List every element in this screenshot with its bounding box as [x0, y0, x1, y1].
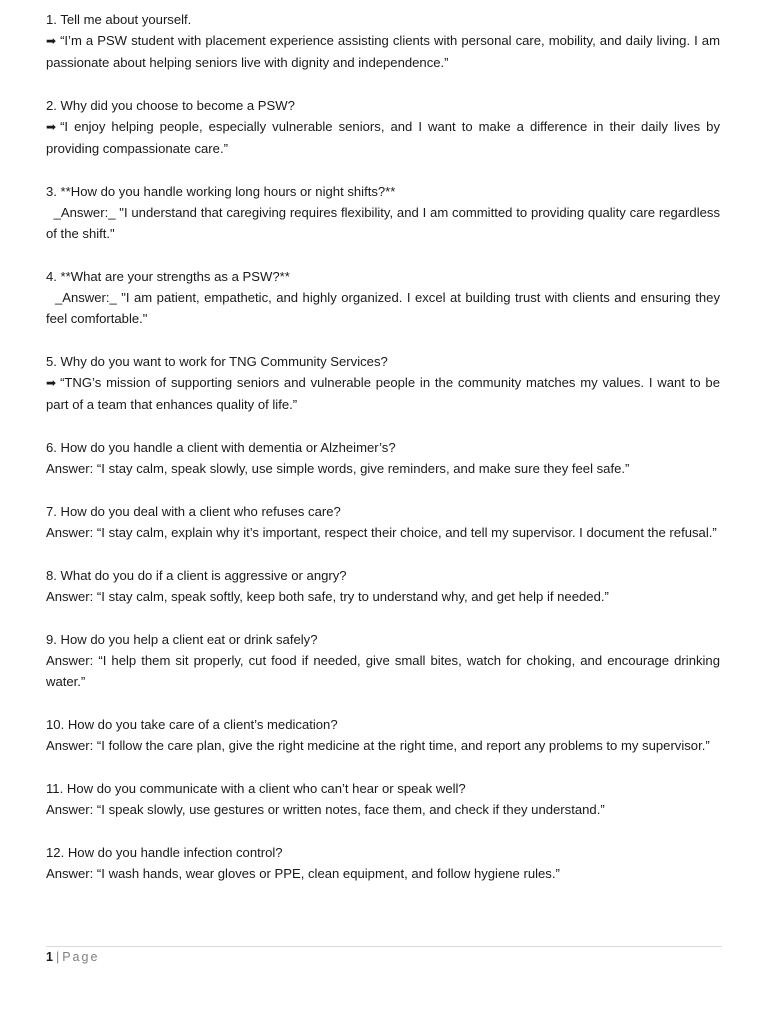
- answer-text: Answer: “I speak slowly, use gestures or written notes, face them, and check if they understand.”: [46, 802, 605, 817]
- question-text: 9. How do you help a client eat or drink safely?: [46, 632, 318, 647]
- answer-body: “I enjoy helping people, especially vulnerable seniors, and I want to make a difference in their daily lives by providing compassionate care.”: [46, 119, 720, 156]
- qa-item: [46, 778, 720, 820]
- question-text: 10. How do you take care of a client’s medication?: [46, 717, 338, 732]
- page-footer: [46, 946, 722, 966]
- answer-text: Answer: “I stay calm, speak softly, keep both safe, try to understand why, and get help if needed.”: [46, 589, 609, 604]
- question-text: 8. What do you do if a client is aggressive or angry?: [46, 568, 347, 583]
- answer-text: Answer: “I wash hands, wear gloves or PPE, clean equipment, and follow hygiene rules.”: [46, 866, 560, 881]
- answer-text: [46, 202, 724, 244]
- answer-body: “I’m a PSW student with placement experience assisting clients with personal care, mobility, and daily living. I am passionate about helping seniors live with dignity and independence.”: [46, 33, 720, 70]
- question-text: 12. How do you handle infection control?: [46, 845, 283, 860]
- qa-item: [46, 714, 720, 756]
- answer-text: Answer: “I follow the care plan, give the right medicine at the right time, and report any problems to my supervisor.”: [46, 738, 710, 753]
- qa-item: [46, 437, 720, 479]
- arrow-icon: ➡: [46, 376, 57, 390]
- qa-item: [46, 9, 720, 73]
- answer-text: Answer: “I help them sit properly, cut food if needed, give small bites, watch for choking, and encourage drinking water.”: [46, 653, 720, 689]
- page-number: 1: [46, 950, 53, 964]
- question-text: 6. How do you handle a client with dementia or Alzheimer’s?: [46, 440, 396, 455]
- answer-body: “TNG’s mission of supporting seniors and vulnerable people in the community matches my values. I want to be part of a team that enhances quality of life.”: [46, 375, 720, 412]
- qa-item: [46, 181, 724, 244]
- question-text: 7. How do you deal with a client who refuses care?: [46, 504, 341, 519]
- answer-text: Answer: “I stay calm, speak slowly, use simple words, give reminders, and make sure they feel safe.”: [46, 461, 630, 476]
- qa-item: [46, 501, 720, 543]
- answer-text: [46, 116, 720, 159]
- qa-item: [46, 95, 720, 159]
- answer-body: _Answer:_ "I understand that caregiving requires flexibility, and I am committed to providing quality care regardless of the shift.": [46, 205, 724, 241]
- answer-text: [46, 372, 720, 415]
- qa-item: [46, 266, 724, 329]
- question-text: 5. Why do you want to work for TNG Community Services?: [46, 354, 388, 369]
- answer-text: [46, 30, 720, 73]
- page-label: Page: [62, 950, 100, 964]
- question-text: 4. **What are your strengths as a PSW?**: [46, 269, 290, 284]
- qa-item: [46, 629, 720, 692]
- qa-item: [46, 351, 720, 415]
- arrow-icon: ➡: [46, 34, 57, 48]
- qa-item: [46, 565, 720, 607]
- question-text: 2. Why did you choose to become a PSW?: [46, 98, 295, 113]
- arrow-icon: ➡: [46, 120, 57, 134]
- question-text: 11. How do you communicate with a client who can’t hear or speak well?: [46, 781, 466, 796]
- qa-item: [46, 842, 720, 884]
- footer-separator: |: [55, 950, 60, 964]
- question-text: 1. Tell me about yourself.: [46, 12, 192, 27]
- question-text: 3. **How do you handle working long hours or night shifts?**: [46, 184, 396, 199]
- answer-text: [46, 287, 724, 329]
- answer-body: _Answer:_ "I am patient, empathetic, and highly organized. I excel at building trust with clients and ensuring they feel comfortable.": [46, 290, 724, 326]
- document-page: [46, 9, 724, 906]
- answer-text: Answer: “I stay calm, explain why it’s important, respect their choice, and tell my supervisor. I document the refusal.”: [46, 525, 717, 540]
